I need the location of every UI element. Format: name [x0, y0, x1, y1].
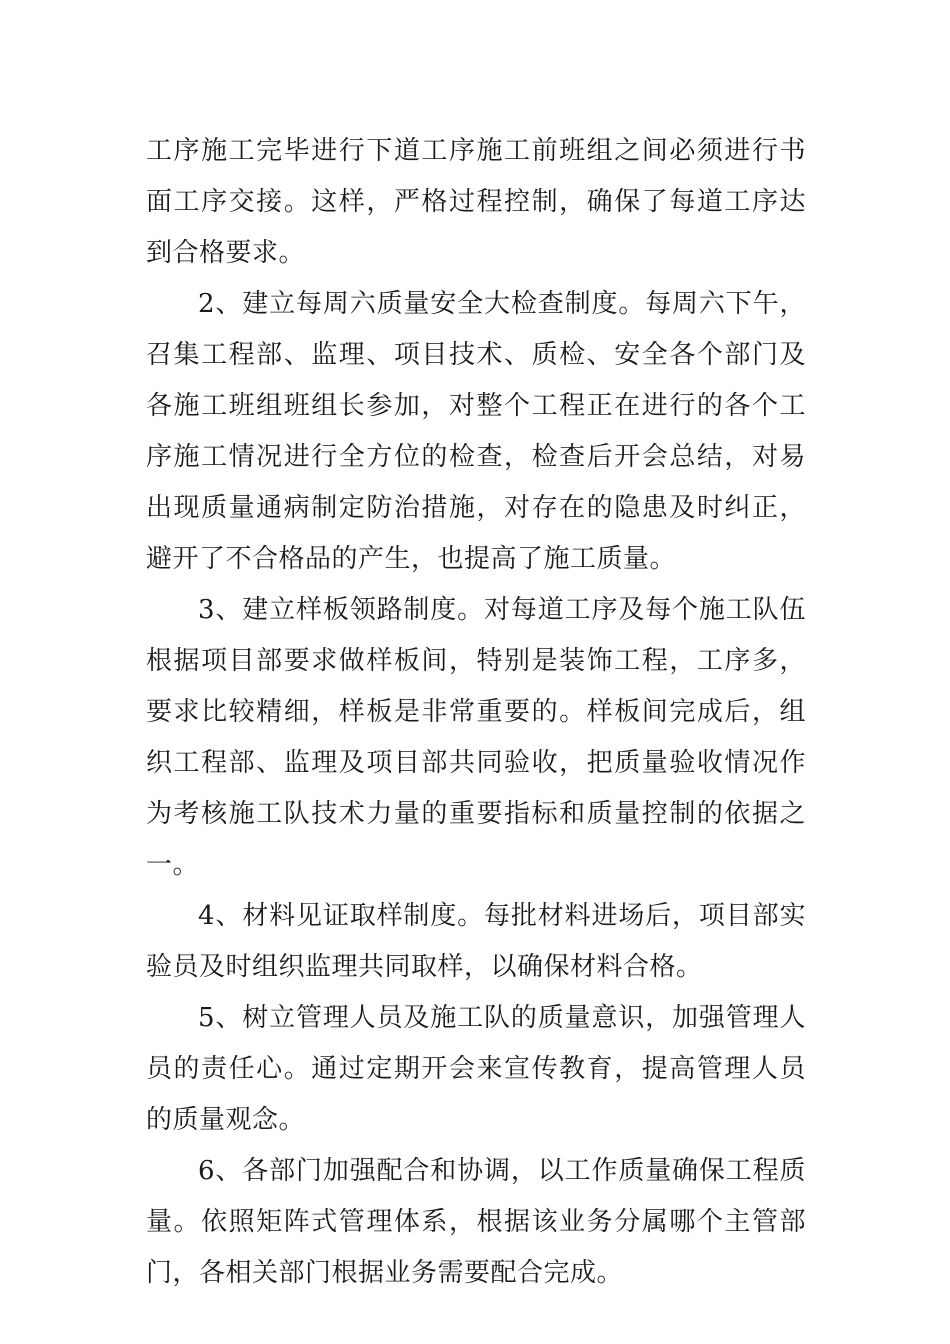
paragraph-continuation: 工序施工完毕进行下道工序施工前班组之间必须进行书面工序交接。这样，严格过程控制，确保了每道工序达到合格要求。 — [146, 136, 806, 268]
paragraph-item-6: 6、各部门加强配合和协调，以工作质量确保工程质量。依照矩阵式管理体系，根据该业务分属哪个主管部门，各相关部门根据业务需要配合完成。 — [146, 1156, 806, 1288]
paragraph-item-5: 5、树立管理人员及施工队的质量意识，加强管理人员的责任心。通过定期开会来宣传教育，提高管理人员的质量观念。 — [146, 1003, 806, 1135]
paragraph-item-4: 4、材料见证取样制度。每批材料进场后，项目部实验员及时组织监理共同取样，以确保材料合格。 — [146, 901, 806, 982]
paragraph-item-2: 2、建立每周六质量安全大检查制度。每周六下午，召集工程部、监理、项目技术、质检、安全各个部门及各施工班组班组长参加，对整个工程正在进行的各个工序施工情况进行全方位的检查，检查后开会总结，对易出现质量通病制定防治措施，对存在的隐患及时纠正，避开了不合格品的产生，也提高了施工质量。 — [146, 289, 806, 574]
document-body — [146, 126, 806, 1299]
paragraph-item-3: 3、建立样板领路制度。对每道工序及每个施工队伍根据项目部要求做样板间，特别是装饰工程，工序多，要求比较精细，样板是非常重要的。样板间完成后，组织工程部、监理及项目部共同验收，把质量验收情况作为考核施工队技术力量的重要指标和质量控制的依据之一。 — [146, 595, 806, 880]
